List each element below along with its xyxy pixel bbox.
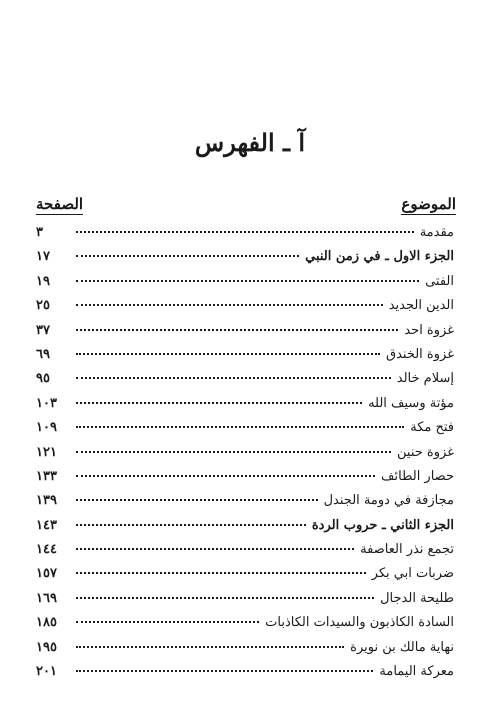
page-column-header: الصفحة: [36, 195, 84, 213]
toc-entry-page-number: ١٩: [36, 273, 50, 289]
dot-leader: [76, 475, 375, 477]
toc-entry-label: معركة اليمامة: [379, 664, 454, 680]
toc-entry: [36, 542, 454, 566]
toc-entry: [36, 664, 454, 688]
toc-entry-label: الفتى: [425, 273, 454, 289]
dot-leader: [76, 426, 404, 428]
dot-leader: [76, 329, 398, 331]
topic-column-header: الموضوع: [401, 195, 456, 213]
dot-leader: [76, 280, 419, 282]
toc-entry: [36, 591, 454, 615]
dot-leader: [76, 231, 414, 233]
dot-leader: [76, 524, 306, 526]
toc-entry-page-number: ٣٧: [36, 322, 50, 338]
dot-leader: [76, 646, 344, 648]
dot-leader: [76, 499, 318, 501]
toc-entry-label: الجزء الاول ـ في زمن النبي: [305, 249, 454, 265]
toc-entry-label: الدين الجديد: [388, 298, 454, 314]
toc-entry: [36, 420, 454, 444]
toc-entry-page-number: ١٠٣: [36, 395, 57, 411]
toc-entry-label: إسلام خالد: [396, 371, 454, 387]
toc-entry-label: مقدمة: [419, 225, 454, 240]
dot-leader: [76, 304, 383, 306]
toc-entry-label: نهاية مالك بن نويرة: [350, 639, 454, 655]
toc-entry-label: السادة الكاذبون والسيدات الكاذبات: [265, 615, 454, 631]
dot-leader: [76, 353, 380, 355]
toc-entry-page-number: ٢٠١: [36, 664, 57, 680]
toc-list: [36, 225, 454, 688]
toc-entry: [36, 347, 454, 371]
toc-entry: [36, 225, 454, 249]
toc-entry-label: غزوة الخندق: [386, 346, 454, 362]
toc-entry: [36, 371, 454, 395]
dot-leader: [76, 572, 366, 574]
toc-entry: [36, 445, 454, 469]
dot-leader: [76, 255, 299, 257]
toc-entry-label: غزوة حنين: [397, 444, 454, 460]
toc-entry: [36, 518, 454, 542]
toc-entry-label: غزوة احد: [404, 322, 454, 338]
dot-leader: [76, 402, 362, 404]
toc-entry-page-number: ٣: [36, 225, 43, 240]
toc-entry-page-number: ١٦٩: [36, 590, 57, 606]
dot-leader: [76, 451, 391, 453]
toc-entry-label: فتح مكة: [410, 420, 454, 436]
toc-entry-label: مؤتة وسيف الله: [368, 395, 454, 411]
toc-entry-label: حصار الطائف: [381, 468, 454, 484]
toc-entry-label: تجمع نذر العاصفة: [360, 542, 454, 558]
toc-entry: [36, 249, 454, 273]
toc-entry-label: طليحة الدجال: [380, 590, 454, 606]
toc-entry: [36, 640, 454, 664]
toc-entry-page-number: ١٩٥: [36, 639, 57, 655]
toc-entry-page-number: ١٧: [36, 249, 50, 265]
toc-entry-page-number: ١٣٣: [36, 468, 57, 484]
toc-entry: [36, 323, 454, 347]
toc-entry-page-number: ٦٩: [36, 346, 50, 362]
dot-leader: [76, 597, 374, 599]
dot-leader: [76, 621, 259, 623]
toc-entry: [36, 566, 454, 590]
dot-leader: [76, 377, 391, 379]
dot-leader: [76, 670, 373, 672]
toc-entry: [36, 493, 454, 517]
toc-entry-page-number: ٩٥: [36, 371, 50, 387]
toc-entry: [36, 396, 454, 420]
toc-entry-page-number: ١٣٩: [36, 493, 57, 509]
toc-entry-page-number: ١٤٣: [36, 517, 57, 533]
page-title: آ ـ الفهرس: [194, 128, 306, 157]
toc-entry-page-number: ١٨٥: [36, 615, 57, 631]
toc-entry-label: ضربات ابي بكر: [371, 566, 454, 582]
toc-entry: [36, 615, 454, 639]
toc-entry-label: مجازفة في دومة الجندل: [323, 493, 454, 509]
toc-entry: [36, 298, 454, 322]
toc-entry: [36, 469, 454, 493]
toc-entry: [36, 274, 454, 298]
toc-entry-page-number: ١٤٤: [36, 542, 57, 558]
toc-entry-page-number: ١٢١: [36, 444, 57, 460]
toc-entry-page-number: ٢٥: [36, 298, 50, 314]
toc-entry-page-number: ١٥٧: [36, 566, 57, 582]
toc-entry-label: الجزء الثاني ـ حروب الردة: [311, 517, 454, 533]
toc-entry-page-number: ١٠٩: [36, 420, 57, 436]
dot-leader: [76, 548, 354, 550]
